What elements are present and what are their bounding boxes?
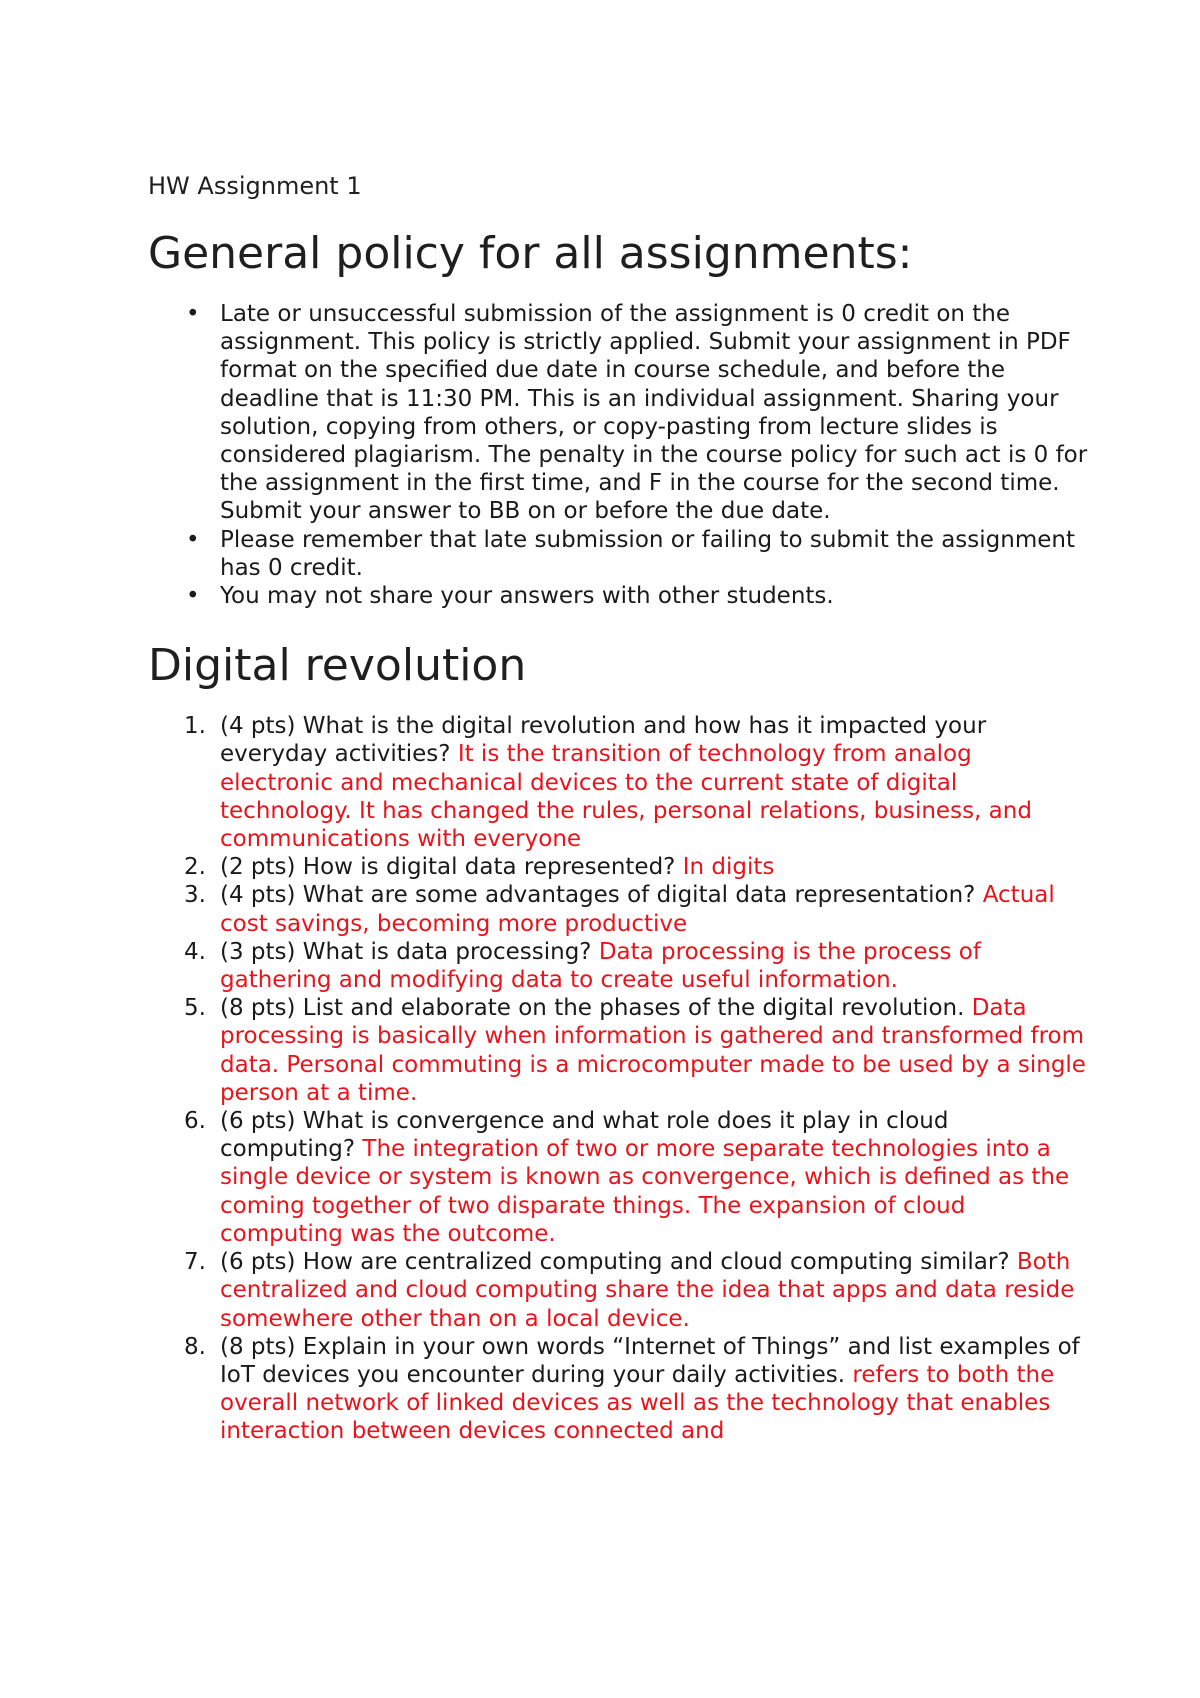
question-number: 7. [184, 1249, 206, 1276]
question-text: (4 pts) What are some advantages of digital data representation? [220, 882, 983, 909]
question-text: (6 pts) How are centralized computing and cloud computing similar? [220, 1249, 1017, 1276]
bullet-icon: • [186, 526, 200, 553]
question-text: (8 pts) Explain in your own words “Internet of Things” and list examples of IoT devices you encounter during your daily activities. [220, 1333, 1080, 1388]
question-number: 6. [184, 1108, 206, 1135]
question-item [184, 881, 1088, 937]
answer-text: The integration of two or more separate technologies into a single device or system is known as convergence, which is defined as the coming together of two disparate things. The expansion of cloud computing was the outcome. [220, 1136, 1070, 1247]
question-item [184, 994, 1088, 1107]
question-text: (3 pts) What is data processing? [220, 938, 599, 965]
document-page [148, 170, 1088, 1446]
answer-text: Data processing is the process of gathering and modifying data to create useful information. [220, 938, 981, 994]
question-number: 1. [184, 713, 206, 740]
question-number: 4. [184, 938, 206, 965]
policy-item-text: Please remember that late submission or failing to submit the assignment has 0 credit. [220, 526, 1075, 581]
question-text: (4 pts) What is the digital revolution and how has it impacted your everyday activities? [220, 713, 987, 768]
answer-text: Both centralized and cloud computing share the idea that apps and data reside somewhere other than on a local device. [220, 1249, 1075, 1332]
question-item [184, 712, 1088, 853]
question-item [184, 1107, 1088, 1248]
bullet-icon: • [186, 301, 200, 327]
policy-heading: General policy for all assignments: [148, 228, 913, 279]
question-text: (6 pts) What is convergence and what role does it play in cloud computing? [220, 1108, 949, 1163]
policy-item-text: You may not share your answers with other students. [220, 583, 834, 610]
policy-item-text: Late or unsuccessful submission of the assignment is 0 credit on the assignment. This policy is strictly applied. Submit your assignment in PDF format on the specified due date in course schedule, and before the deadline that is 11:30 PM. This is an individual assignment. Sharing your solution, copying from others, or copy-pasting from lecture slides is considered plagiarism. The penalty in the course policy for such act is 0 for the assignment in the first time, and F in the course for the second time. Submit your answer to BB on or before the due date. [220, 301, 1088, 525]
answer-text: It is the transition of technology from analog electronic and mechanical devices to the current state of digital technology. It has changed the rules, personal relations, business, and communications with everyone [220, 741, 1032, 853]
question-item [184, 1248, 1088, 1333]
question-number: 2. [184, 854, 206, 881]
answer-text: Data processing is basically when information is gathered and transformed from data. Personal commuting is a microcomputer made to be used by a single person at a time. [220, 995, 1086, 1106]
question-item [184, 1333, 1088, 1446]
question-text: (2 pts) How is digital data represented? [220, 854, 683, 881]
digital-revolution-heading: Digital revolution [148, 640, 527, 692]
question-text: (8 pts) List and elaborate on the phases of the digital revolution. [220, 995, 972, 1022]
answer-text: Actual cost savings, becoming more productive [220, 882, 1055, 937]
policy-item [186, 582, 1088, 610]
bullet-icon: • [186, 583, 200, 610]
policy-list [148, 300, 1088, 610]
question-number: 3. [184, 882, 206, 909]
question-number: 8. [184, 1333, 206, 1360]
question-item [184, 938, 1088, 994]
answer-text: refers to both the overall network of linked devices as well as the technology that enables interaction between devices connected and [220, 1361, 1055, 1445]
question-item [184, 853, 1088, 881]
question-list [148, 712, 1088, 1445]
document-label: HW Assignment 1 [148, 172, 362, 200]
question-number: 5. [184, 995, 206, 1022]
answer-text: In digits [682, 854, 775, 881]
policy-item [186, 526, 1088, 582]
policy-item [186, 300, 1088, 526]
